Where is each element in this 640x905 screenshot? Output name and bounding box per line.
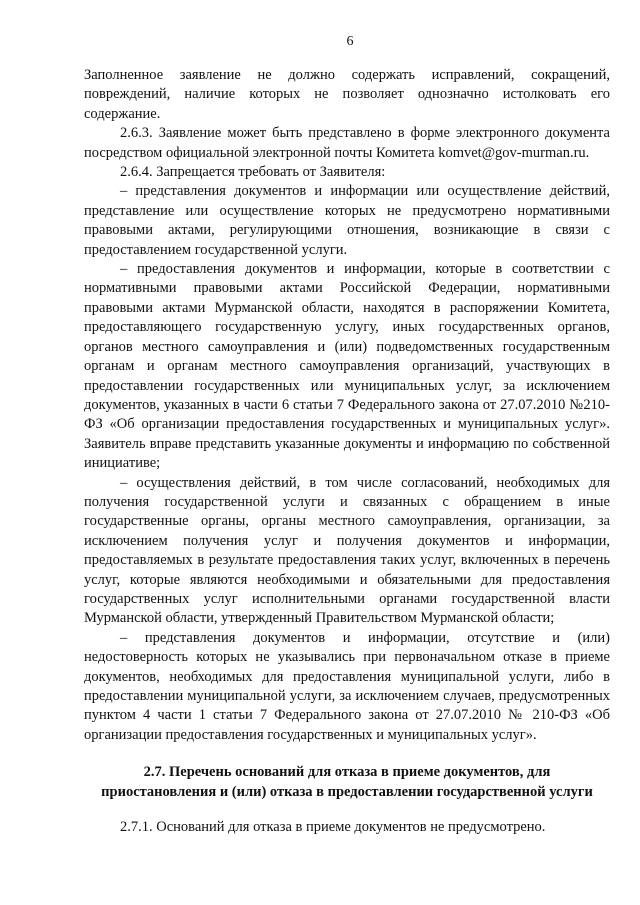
paragraph-application-content: Заполненное заявление не должно содержать исправлений, сокращений, повреждений, наличие которых не позволяет однозначно истолковать его содержание. bbox=[84, 67, 610, 122]
paragraph-2-7-1: 2.7.1. Оснований для отказа в приеме документов не предусмотрено. bbox=[120, 819, 546, 836]
paragraph-2-6-4: 2.6.4. Запрещается требовать от Заявителя: bbox=[120, 164, 386, 181]
list-item-prohibition-3: – осуществления действий, в том числе согласований, необходимых для получения государственной услуги и связанных с обращением в иные государственные органы, органы местного самоуправления, организации, за исключением получения услуг и получения документов и информации, предоставляемых в результате предоставления таких услуг, включенных в перечень услуг, которые являются необходимыми и обязательными для предоставления государственных услуг исполнительными органами государственной власти Мурманской области, утвержденный Правительством Мурманской области; bbox=[84, 474, 610, 627]
section-heading-2-7 bbox=[84, 763, 610, 802]
section-heading-line-2: приостановления и (или) отказа в предоставлении государственной услуги bbox=[101, 783, 593, 800]
list-item-prohibition-4: – представления документов и информации, отсутствие и (или) недостоверность которых не указывались при первоначальном отказе в приеме документов, необходимых для предоставления муниципальной услуги, либо в предоставлении муниципальной услуги, за исключением случаев, предусмотренных пунктом 4 части 1 статьи 7 Федерального закона от 27.07.2010 № 210-ФЗ «Об организации предоставления государственных и муниципальных услуг». bbox=[84, 629, 610, 743]
page-number: 6 bbox=[346, 34, 354, 49]
list-item-prohibition-2: – предоставления документов и информации, которые в соответствии с нормативными правовыми актами Российской Федерации, нормативными правовыми актами Мурманской области, находятся в распоряжении Комитета, предоставляющего государственную услугу, иных государственных органов, органов местного самоуправления и (или) подведомственных государственным органам и органам местного самоуправления организаций, участвующих в предоставлении государственных или муниципальных услуг, за исключением документов, указанных в части 6 статьи 7 Федерального закона от 27.07.2010 №210-ФЗ «Об организации предоставления государственных и муниципальных услуг». Заявитель вправе представить указанные документы и информацию по собственной инициативе; bbox=[84, 261, 610, 472]
list-item-prohibition-1: – представления документов и информации или осуществление действий, представление или осуществление которых не предусмотрено нормативными правовыми актами, регулирующими отношения, возникающие в связи с предоставлением государственной услуги. bbox=[84, 183, 610, 258]
section-heading-line-1: 2.7. Перечень оснований для отказа в приеме документов, для bbox=[143, 764, 551, 781]
paragraph-2-6-3: 2.6.3. Заявление может быть представлено в форме электронного документа посредством официальной электронной почты Комитета komvet@gov-murman.ru. bbox=[84, 125, 610, 161]
